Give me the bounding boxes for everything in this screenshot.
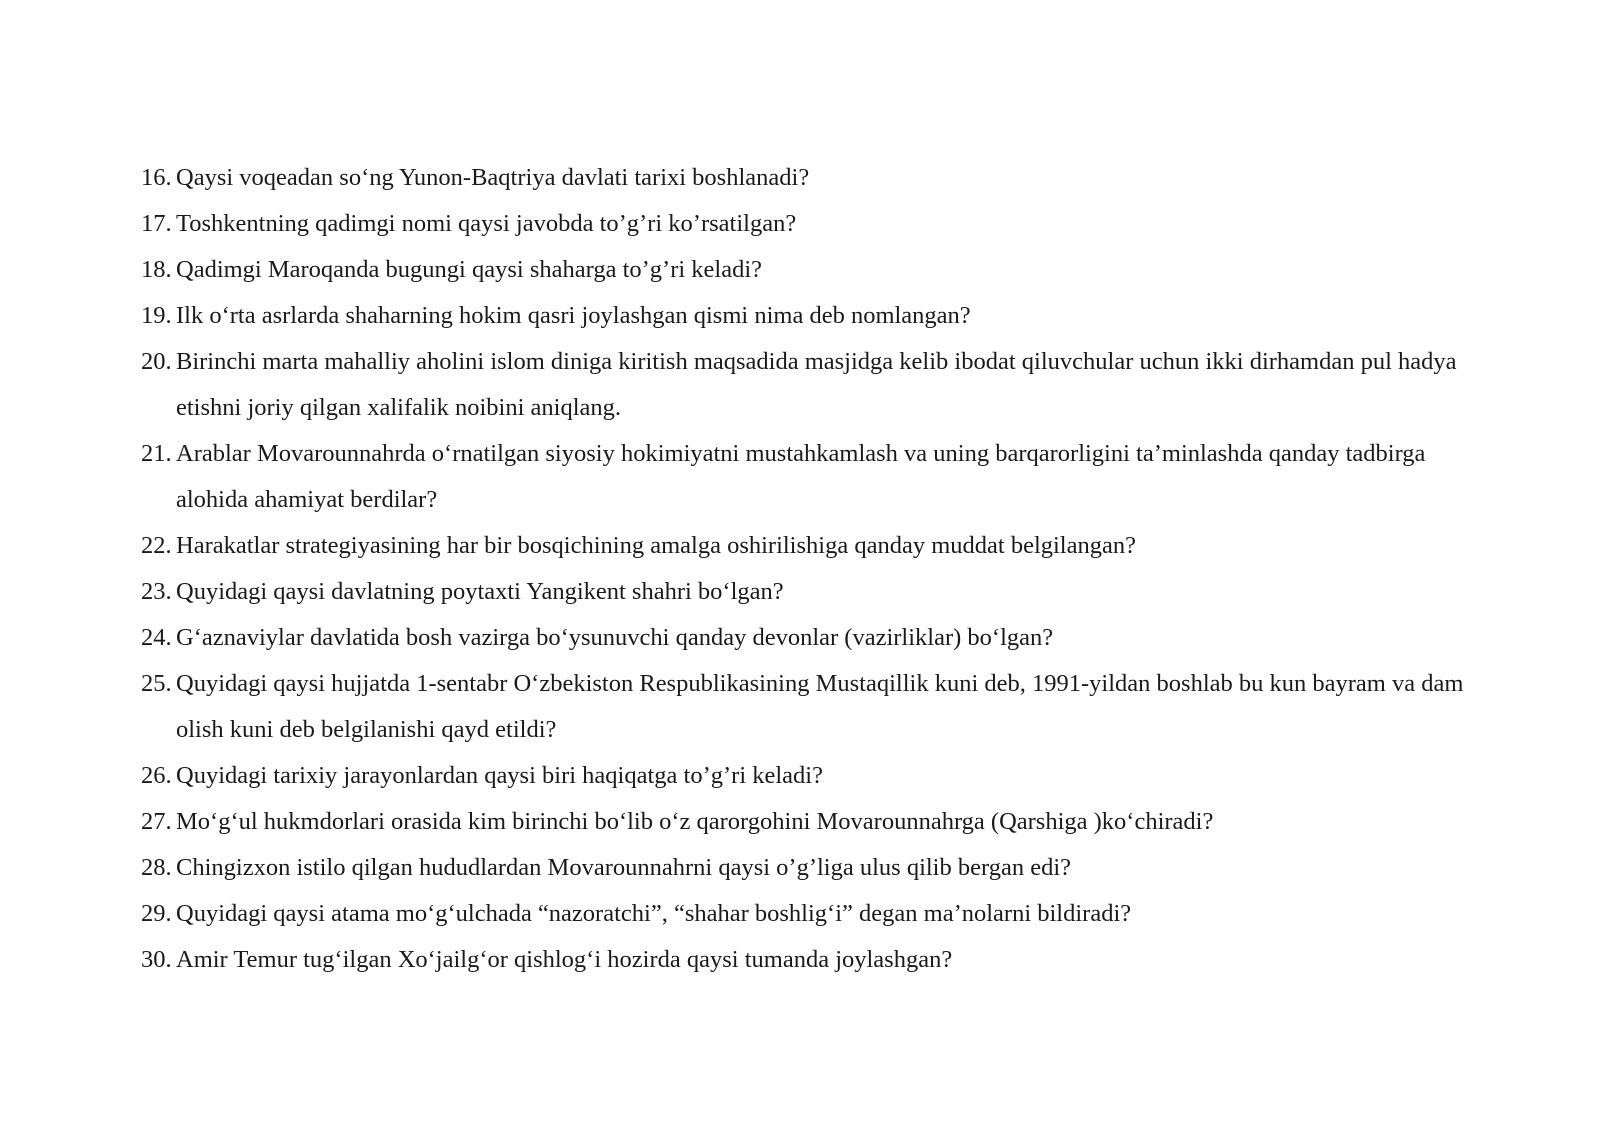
question-number: 18. <box>141 256 172 283</box>
question-text: Arablar Movarounnahrda o‘rnatilgan siyosiy hokimiyatni mustahkamlash va uning barqarorligini ta’minlashda qanday tadbirga alohida ahamiyat berdilar? <box>176 440 1426 513</box>
question-number: 25. <box>141 670 172 697</box>
question-text: Quyidagi qaysi hujjatda 1-sentabr O‘zbekiston Respublikasining Mustaqillik kuni deb, 1991-yildan boshlab bu kun bayram va dam olish kuni deb belgilanishi qayd etildi? <box>176 670 1464 743</box>
question-text: Amir Temur tug‘ilgan Xo‘jailg‘or qishlog‘i hozirda qaysi tumanda joylashgan? <box>176 946 953 973</box>
list-item <box>141 201 1501 247</box>
list-item <box>141 247 1501 293</box>
question-text: Quyidagi tarixiy jarayonlardan qaysi biri haqiqatga to’g’ri keladi? <box>176 762 823 789</box>
list-item <box>141 155 1501 201</box>
question-number: 23. <box>141 578 172 605</box>
question-text: Toshkentning qadimgi nomi qaysi javobda to’g’ri ko’rsatilgan? <box>176 210 797 237</box>
list-item <box>141 431 1501 523</box>
question-text: Quyidagi qaysi davlatning poytaxti Yangikent shahri bo‘lgan? <box>176 578 784 605</box>
list-item <box>141 891 1501 937</box>
question-text: Mo‘g‘ul hukmdorlari orasida kim birinchi bo‘lib o‘z qarorgohini Movarounnahrga (Qarshiga )ko‘chiradi? <box>176 808 1214 835</box>
question-number: 17. <box>141 210 172 237</box>
question-text: Qaysi voqeadan so‘ng Yunon-Baqtriya davlati tarixi boshlanadi? <box>176 164 810 191</box>
question-number: 27. <box>141 808 172 835</box>
question-number: 19. <box>141 302 172 329</box>
list-item <box>141 753 1501 799</box>
list-item <box>141 339 1501 431</box>
question-text: Qadimgi Maroqanda bugungi qaysi shaharga to’g’ri keladi? <box>176 256 763 283</box>
question-number: 22. <box>141 532 172 559</box>
list-item <box>141 615 1501 661</box>
list-item <box>141 937 1501 983</box>
list-item <box>141 661 1501 753</box>
question-text: Ilk o‘rta asrlarda shaharning hokim qasri joylashgan qismi nima deb nomlangan? <box>176 302 971 329</box>
question-text: Chingizxon istilo qilgan hududlardan Movarounnahrni qaysi o’g’liga ulus qilib bergan edi? <box>176 854 1072 881</box>
list-item <box>141 523 1501 569</box>
question-text: Quyidagi qaysi atama mo‘g‘ulchada “nazoratchi”, “shahar boshlig‘i” degan ma’nolarni bildiradi? <box>176 900 1132 927</box>
question-number: 29. <box>141 900 172 927</box>
question-number: 28. <box>141 854 172 881</box>
question-text: G‘aznaviylar davlatida bosh vazirga bo‘ysunuvchi qanday devonlar (vazirliklar) bo‘lgan? <box>176 624 1054 651</box>
question-list <box>141 155 1501 983</box>
question-number: 30. <box>141 946 172 973</box>
list-item <box>141 845 1501 891</box>
question-number: 24. <box>141 624 172 651</box>
question-number: 20. <box>141 348 172 375</box>
list-item <box>141 799 1501 845</box>
question-text: Birinchi marta mahalliy aholini islom diniga kiritish maqsadida masjidga kelib ibodat qiluvchular uchun ikki dirhamdan pul hadya etishni joriy qilgan xalifalik noibini aniqlang. <box>176 348 1457 421</box>
list-item <box>141 569 1501 615</box>
question-number: 21. <box>141 440 172 467</box>
question-number: 26. <box>141 762 172 789</box>
question-number: 16. <box>141 164 172 191</box>
question-text: Harakatlar strategiyasining har bir bosqichining amalga oshirilishiga qanday muddat belgilangan? <box>176 532 1136 559</box>
list-item <box>141 293 1501 339</box>
